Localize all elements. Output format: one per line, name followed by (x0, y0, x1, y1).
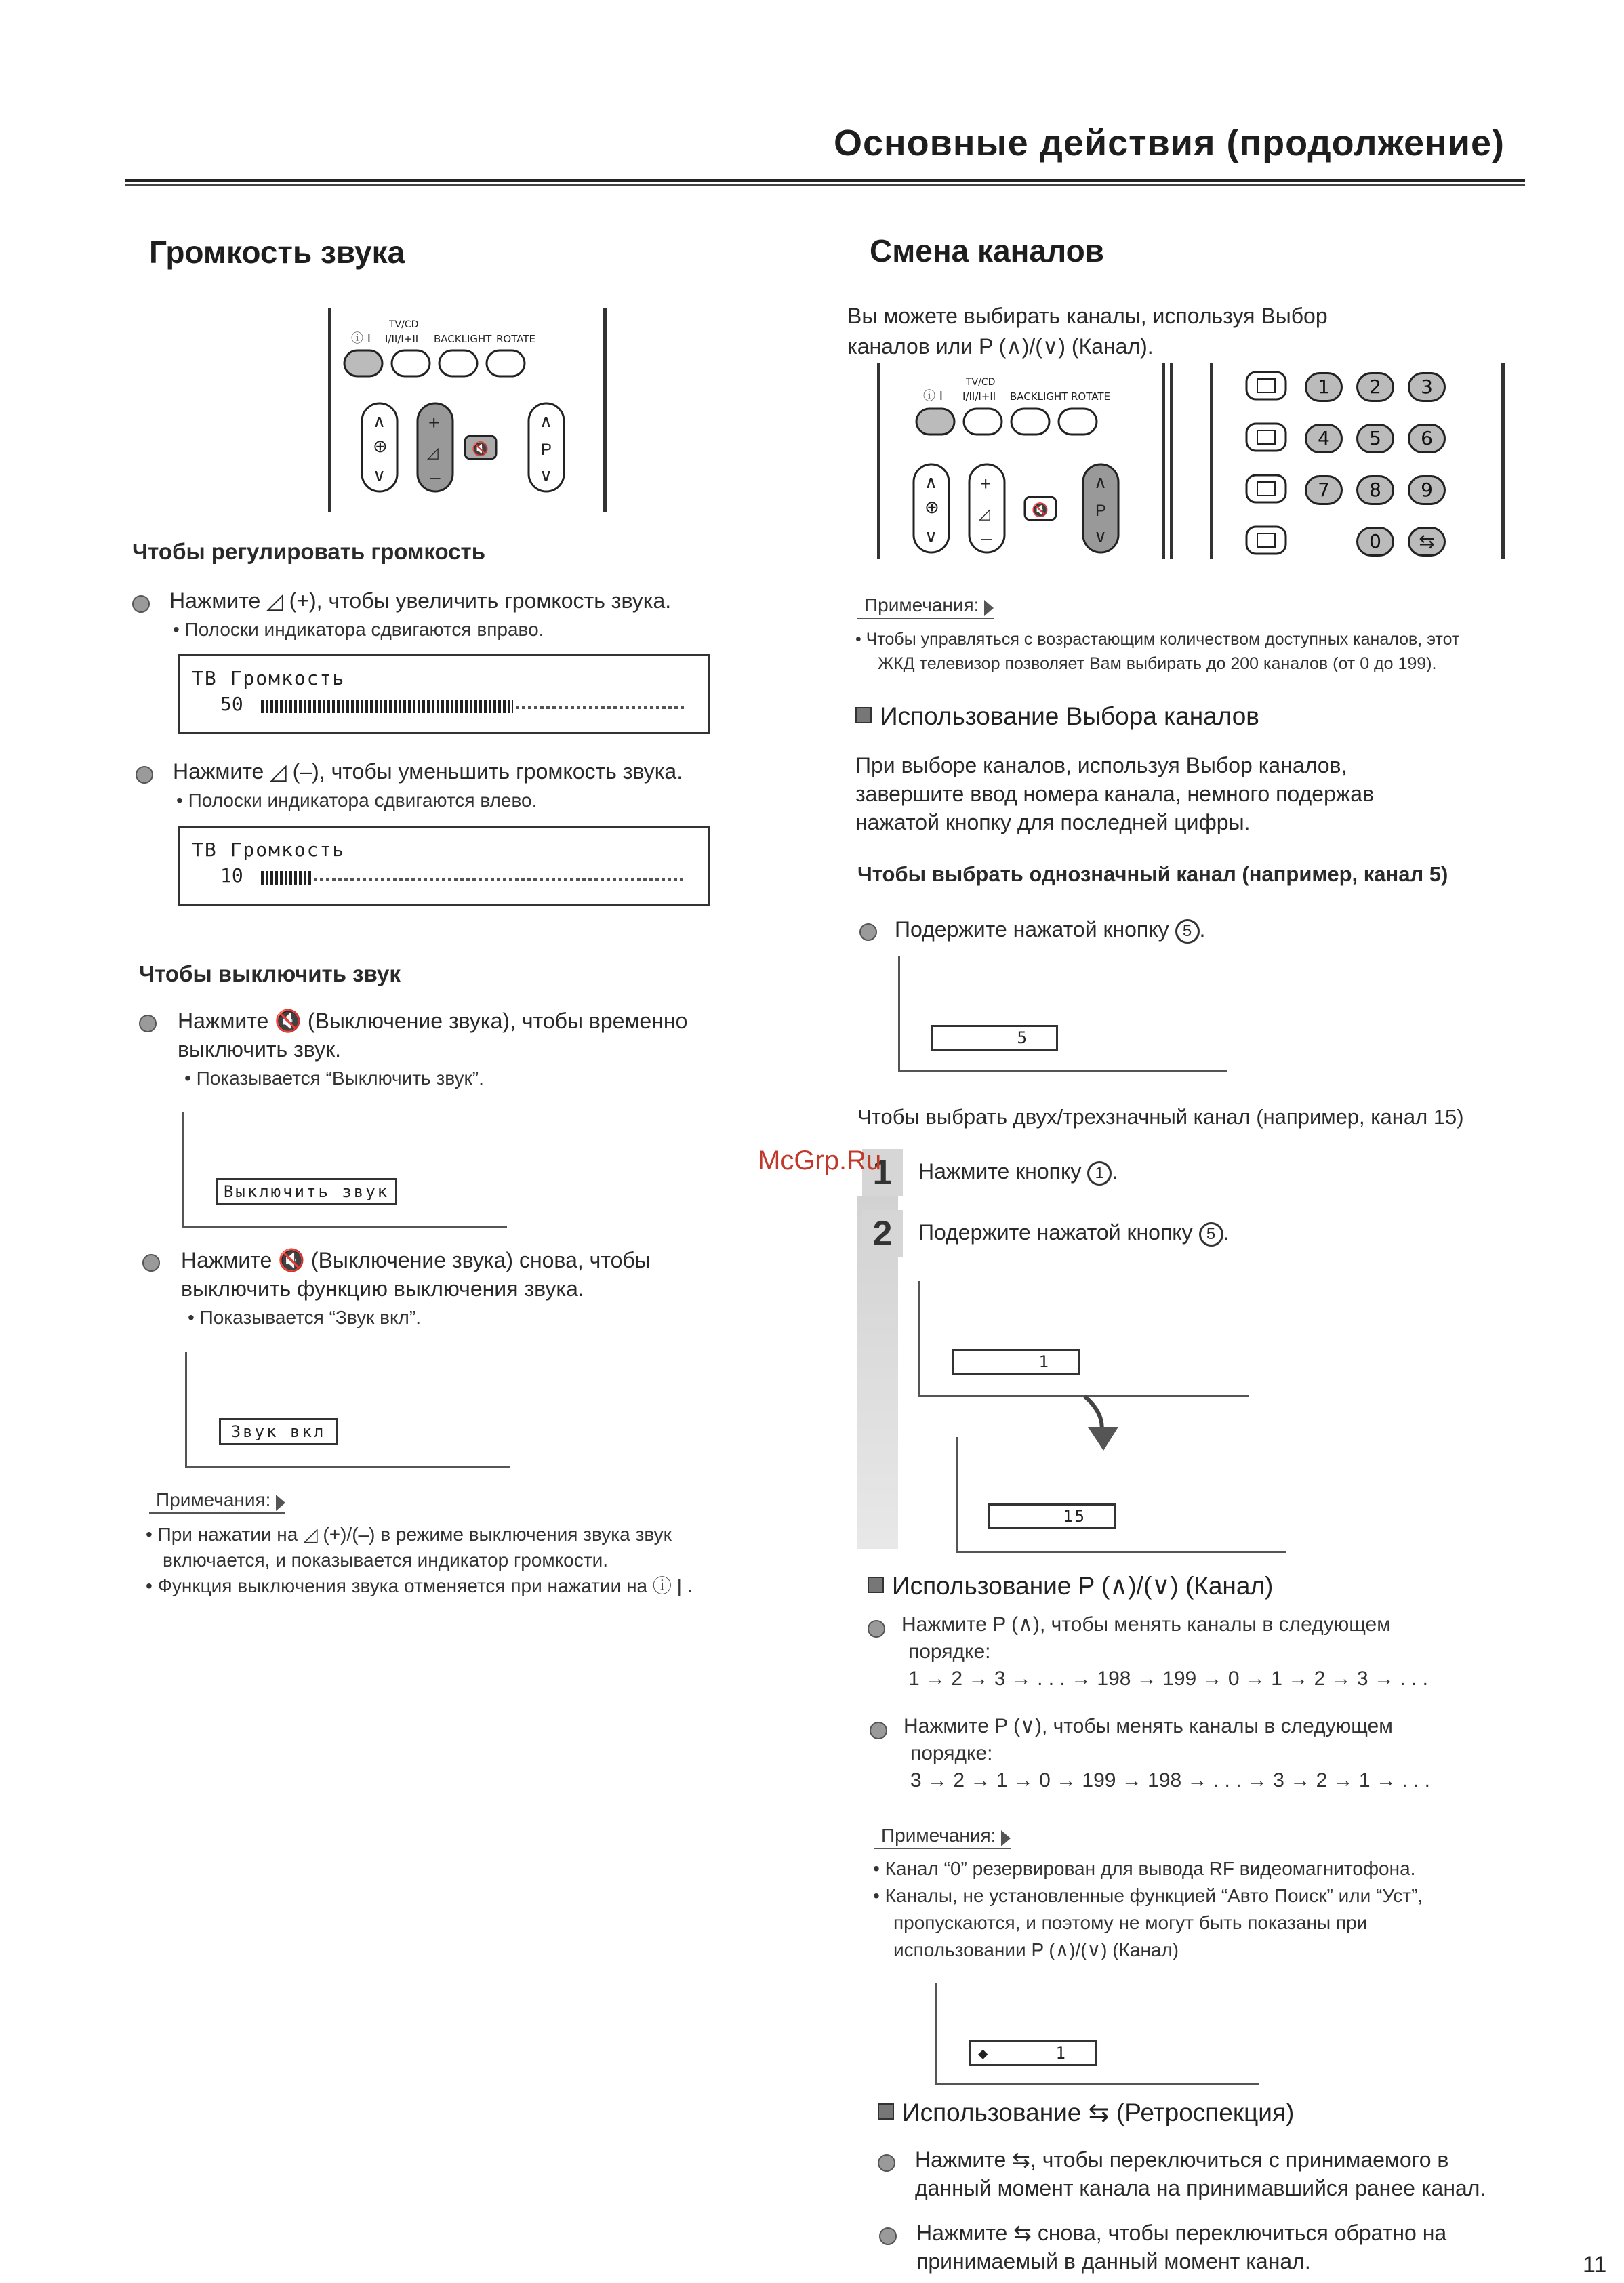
svg-text:∨: ∨ (1094, 526, 1108, 546)
select-para-3: нажатой кнопку для последней цифры. (855, 810, 1251, 834)
pch-heading (868, 1571, 1273, 1600)
osd-frame (182, 1112, 184, 1227)
svg-text:BACKLIGHT: BACKLIGHT (1010, 390, 1068, 403)
select-heading (855, 702, 1259, 731)
channel-heading: Смена каналов (870, 233, 1104, 268)
mute-off-line1: Нажмите 🔇 (Выключение звука) снова, чтобы (181, 1248, 651, 1272)
channel-intro-1: Вы можете выбирать каналы, используя Выбор (847, 304, 1328, 328)
svg-text:🔇: 🔇 (1032, 503, 1049, 518)
osd-frame (935, 1983, 937, 2084)
svg-text:I/II/I+II: I/II/I+II (385, 333, 419, 345)
volume-bar-filled (261, 700, 513, 713)
square-bullet (855, 707, 872, 723)
keypad-key-2: 2 (1356, 372, 1394, 402)
keypad-key-6: 6 (1408, 424, 1446, 453)
keypad-key-8: 8 (1356, 475, 1394, 505)
keypad-frame (1210, 363, 1213, 559)
keypad-side-buttons (1244, 368, 1291, 565)
select-para-2: завершите ввод номера канала, немного подержав (855, 782, 1374, 806)
notes-line: использовании P (∧)/(∨) (Канал) (893, 1939, 1179, 1960)
step-1-label: Нажмите кнопку (918, 1159, 1082, 1184)
bullet (142, 1254, 160, 1272)
osd-frame (956, 1437, 958, 1552)
svg-text:TV/CD: TV/CD (389, 319, 419, 330)
osd-value: 50 (220, 693, 243, 715)
diamond-icon: ◆ (978, 2044, 990, 2063)
key-5-icon: 5 (1199, 1222, 1223, 1247)
volume-bar-empty (314, 878, 684, 881)
pch-down-l1: Нажмите P (∨), чтобы менять каналы в следующем (904, 1715, 1393, 1737)
step-1-text: Нажмите кнопку 1 . (918, 1157, 1118, 1186)
flashback-heading (878, 2098, 1294, 2127)
remote-channel-illustration (868, 363, 1206, 566)
pch-down-seq: 3 → 2 → 1 → 0 → 199 → 198 → . . . → 3 → 2 → 1 → . . . (910, 1769, 1430, 1792)
svg-text:◿: ◿ (427, 444, 439, 461)
notes-line: • Функция выключения звука отменяется при нажатии на ⓘ | . (146, 1575, 693, 1596)
mute-on-line1: Нажмите 🔇 (Выключение звука), чтобы временно (178, 1009, 688, 1033)
adjust-volume-heading: Чтобы регулировать громкость (132, 539, 486, 564)
step-1-badge: 1 (862, 1149, 903, 1196)
notes-label: Примечания: (149, 1488, 285, 1514)
osd-frame (185, 1352, 187, 1468)
select-para-1: При выборе каналов, используя Выбор каналов, (855, 753, 1347, 777)
flashback-b-1: Нажмите ⇆ снова, чтобы переключиться обратно на (916, 2221, 1447, 2245)
svg-text:ⓘ I: ⓘ I (351, 331, 371, 346)
bullet (870, 1722, 887, 1739)
watermark: McGrp.Ru (758, 1146, 882, 1175)
square-bullet (878, 2103, 894, 2120)
pch-heading-text: Использование P (∧)/(∨) (Канал) (892, 1572, 1274, 1600)
svg-text:ⓘ I: ⓘ I (923, 389, 943, 403)
volume-osd-50 (178, 654, 710, 734)
svg-text:⊕: ⊕ (925, 497, 939, 517)
flashback-a-1: Нажмите ⇆, чтобы переключиться с принимаемого в (915, 2147, 1449, 2172)
multi-heading: Чтобы выбрать двух/трехзначный канал (например, канал 15) (857, 1105, 1464, 1129)
channel-osd-5: 5 (931, 1025, 1058, 1051)
svg-text:I/II/I+II: I/II/I+II (962, 390, 996, 403)
svg-text:∨: ∨ (373, 465, 386, 485)
volume-down-sub: • Полоски индикатора сдвигаются влево. (176, 790, 537, 811)
flashback-heading-text: Использование ⇆ (Ретроспекция) (902, 2099, 1295, 2126)
notes-line: пропускаются, и поэтому не могут быть показаны при (893, 1912, 1368, 1933)
key-5-icon: 5 (1175, 919, 1200, 944)
svg-text:P: P (1095, 502, 1107, 520)
volume-bar-filled (261, 871, 311, 885)
keypad-key-5: 5 (1356, 424, 1394, 453)
svg-text:🔇: 🔇 (472, 442, 489, 457)
keypad-key-4: 4 (1305, 424, 1343, 453)
header-rule (125, 179, 1525, 182)
bullet (878, 2154, 895, 2172)
mute-on-line2: выключить звук. (178, 1037, 341, 1062)
svg-text:∧: ∧ (1094, 472, 1108, 492)
mute-off-line2: выключить функцию выключения звука. (181, 1276, 584, 1301)
bullet (868, 1620, 885, 1638)
channel-osd-1: 1 (952, 1349, 1080, 1375)
pch-up-seq: 1 → 2 → 3 → . . . → 198 → 199 → 0 → 1 → 2 → 3 → . . . (908, 1668, 1428, 1690)
pch-up-l2: порядке: (908, 1640, 991, 1663)
svg-text:+: + (980, 473, 992, 494)
select-heading-text: Использование Выбора каналов (880, 702, 1259, 730)
keypad-key-3: 3 (1408, 372, 1446, 402)
volume-osd-10 (178, 826, 710, 906)
osd-value: 10 (220, 864, 243, 887)
osd-frame (935, 2083, 1259, 2085)
page-number: 11 (1583, 2252, 1607, 2278)
volume-heading: Громкость звука (149, 235, 405, 270)
keypad-key-0: 0 (1356, 527, 1394, 557)
notes-label: Примечания: (857, 593, 994, 619)
notes-line: • Чтобы управляться с возрастающим количеством доступных каналов, этот (855, 630, 1460, 649)
notes-line: • Каналы, не установленные функцией “Авто Поиск” или “Уст”, (873, 1885, 1423, 1906)
square-bullet (868, 1577, 884, 1593)
header-rule-thin (125, 184, 1525, 186)
osd-value: 1 (1055, 2044, 1068, 2063)
keypad-illustration (1210, 363, 1508, 566)
bullet (859, 923, 877, 941)
mute-on-sub: • Показывается “Выключить звук”. (184, 1068, 484, 1089)
pch-up-l1: Нажмите P (∧), чтобы менять каналы в следующем (901, 1613, 1391, 1636)
single-text-label: Подержите нажатой кнопку (895, 917, 1169, 942)
step-2-label: Подержите нажатой кнопку (918, 1220, 1193, 1245)
keypad-frame (1501, 363, 1505, 559)
notes-line: ЖКД телевизор позволяет Вам выбирать до 200 каналов (от 0 до 199). (878, 654, 1437, 673)
osd-frame (898, 956, 900, 1071)
notes-line: включается, и показывается индикатор громкости. (163, 1550, 608, 1571)
channel-osd-15: 15 (988, 1503, 1116, 1529)
remote-volume-illustration (319, 308, 617, 519)
osd-frame (898, 1070, 1227, 1072)
mute-off-sub: • Показывается “Звук вкл”. (188, 1307, 421, 1328)
single-heading: Чтобы выбрать однозначный канал (например, канал 5) (857, 862, 1448, 886)
flashback-b-2: принимаемый в данный момент канал. (916, 2249, 1311, 2274)
flashback-a-2: данный момент канала на принимавшийся ранее канал. (915, 2176, 1486, 2200)
notes-label: Примечания: (874, 1823, 1011, 1849)
svg-text:◿: ◿ (979, 505, 990, 522)
svg-text:∧: ∧ (925, 472, 938, 492)
page-title: Основные действия (продолжение) (834, 123, 1505, 163)
svg-text:ROTATE: ROTATE (1071, 390, 1110, 403)
step-2-badge: 2 (862, 1210, 903, 1257)
volume-up-sub: • Полоски индикатора сдвигаются вправо. (173, 619, 544, 640)
pch-down-l2: порядке: (910, 1742, 993, 1764)
sound-on-osd-box: Звук вкл (219, 1418, 338, 1445)
osd-label: ТВ Громкость (192, 667, 346, 689)
bullet (879, 2227, 897, 2245)
key-1-icon: 1 (1087, 1161, 1112, 1186)
svg-text:∧: ∧ (540, 411, 553, 431)
notes-line: • Канал “0” резервирован для вывода RF видеомагнитофона. (873, 1858, 1416, 1879)
osd-frame (185, 1466, 510, 1468)
bullet (132, 595, 150, 613)
osd-frame (918, 1281, 920, 1396)
svg-text:∧: ∧ (373, 411, 386, 431)
channel-osd-skip (969, 2040, 1097, 2066)
svg-text:ROTATE: ROTATE (496, 333, 535, 345)
svg-text:–: – (430, 466, 441, 487)
osd-frame (182, 1226, 507, 1228)
volume-bar-empty (516, 706, 684, 709)
arrow-down-icon (1078, 1393, 1125, 1454)
single-text: Подержите нажатой кнопку 5 . (895, 915, 1205, 944)
mute-heading: Чтобы выключить звук (139, 961, 401, 986)
flashback-key-icon: ⇆ (1408, 527, 1446, 557)
volume-down-text: Нажмите ◿ (–), чтобы уменьшить громкость звука. (173, 759, 683, 784)
svg-text:BACKLIGHT: BACKLIGHT (434, 333, 492, 345)
svg-text:+: + (428, 412, 440, 433)
channel-intro-2: каналов или P (∧)/(∨) (Канал). (847, 334, 1154, 359)
volume-up-text: Нажмите ◿ (+), чтобы увеличить громкость звука. (169, 588, 672, 613)
keypad-key-9: 9 (1408, 475, 1446, 505)
bullet (136, 766, 153, 784)
bullet (139, 1015, 157, 1032)
svg-text:–: – (981, 527, 992, 548)
keypad-key-1: 1 (1305, 372, 1343, 402)
step-2-text: Подержите нажатой кнопку 5 . (918, 1218, 1229, 1247)
osd-frame (956, 1551, 1286, 1553)
svg-text:∨: ∨ (925, 526, 938, 546)
svg-text:P: P (541, 441, 552, 459)
keypad-key-7: 7 (1305, 475, 1343, 505)
svg-text:TV/CD: TV/CD (966, 377, 996, 388)
osd-label: ТВ Громкость (192, 839, 346, 861)
mute-osd-box: Выключить звук (216, 1178, 397, 1205)
notes-line: • При нажатии на ◿ (+)/(–) в режиме выключения звука звук (146, 1524, 672, 1545)
svg-text:∨: ∨ (540, 465, 553, 485)
svg-text:⊕: ⊕ (373, 436, 388, 456)
